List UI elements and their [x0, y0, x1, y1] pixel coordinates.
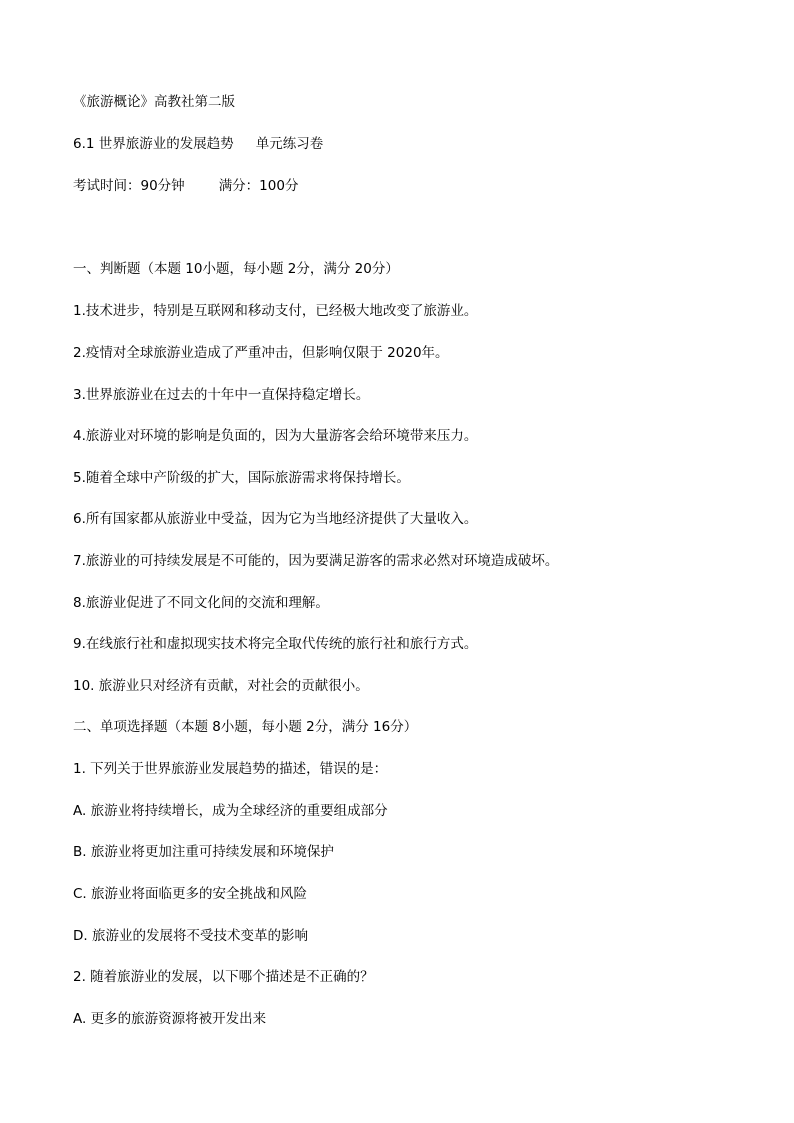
judge-question-5: 5.随着全球中产阶级的扩大，国际旅游需求将保持增长。	[73, 470, 410, 486]
unit-title: 6.1 世界旅游业的发展趋势	[73, 136, 234, 152]
choice-question-1-stem: 1. 下列关于世界旅游业发展趋势的描述，错误的是：	[73, 761, 388, 777]
judge-question-6: 6.所有国家都从旅游业中受益，因为它为当地经济提供了大量收入。	[73, 511, 478, 527]
choice-question-1-option-a: A. 旅游业将持续增长，成为全球经济的重要组成部分	[73, 803, 388, 819]
judge-question-10: 10. 旅游业只对经济有贡献，对社会的贡献很小。	[73, 678, 369, 694]
choice-question-2-option-a: A. 更多的旅游资源将被开发出来	[73, 1011, 267, 1027]
judge-question-7: 7.旅游业的可持续发展是不可能的，因为要满足游客的需求必然对环境造成破坏。	[73, 553, 559, 569]
section1-heading: 一、判断题（本题 10小题，每小题 2分，满分 20分）	[73, 261, 399, 277]
section2-heading: 二、单项选择题（本题 8小题，每小题 2分，满分 16分）	[73, 719, 418, 735]
choice-question-2-stem: 2. 随着旅游业的发展，以下哪个描述是不正确的？	[73, 969, 374, 985]
choice-question-1-option-b: B. 旅游业将更加注重可持续发展和环境保护	[73, 844, 334, 860]
judge-question-3: 3.世界旅游业在过去的十年中一直保持稳定增长。	[73, 387, 370, 403]
exam-time: 考试时间：90分钟	[73, 178, 185, 194]
judge-question-9: 9.在线旅行社和虚拟现实技术将完全取代传统的旅行社和旅行方式。	[73, 636, 478, 652]
judge-question-2: 2.疫情对全球旅游业造成了严重冲击，但影响仅限于 2020年。	[73, 345, 449, 361]
choice-question-1-option-c: C. 旅游业将面临更多的安全挑战和风险	[73, 886, 308, 902]
judge-question-8: 8.旅游业促进了不同文化间的交流和理解。	[73, 595, 329, 611]
book-title: 《旅游概论》高教社第二版	[73, 94, 235, 110]
exam-info-line	[73, 177, 298, 195]
choice-question-1-option-d: D. 旅游业的发展将不受技术变革的影响	[73, 928, 308, 944]
judge-question-4: 4.旅游业对环境的影响是负面的，因为大量游客会给环境带来压力。	[73, 428, 478, 444]
judge-question-1: 1.技术进步，特别是互联网和移动支付，已经极大地改变了旅游业。	[73, 303, 478, 319]
unit-title-line	[73, 135, 323, 153]
full-score: 满分：100分	[218, 178, 299, 194]
unit-subtitle: 单元练习卷	[255, 136, 324, 152]
